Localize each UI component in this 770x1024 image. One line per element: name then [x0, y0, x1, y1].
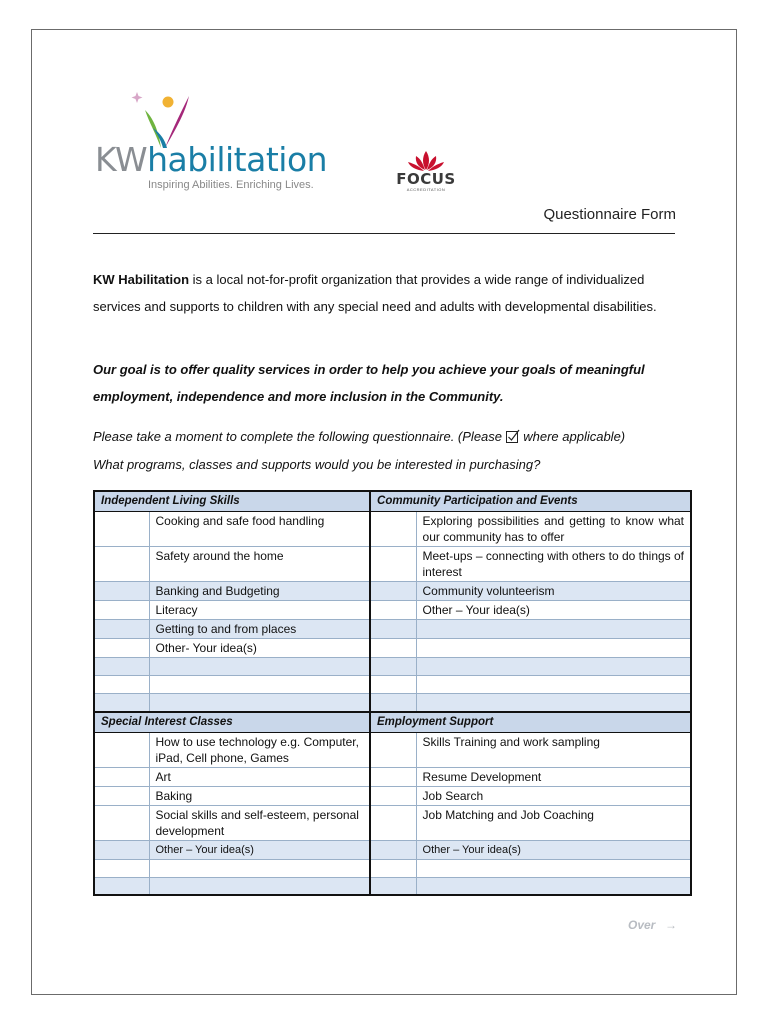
option-label: Exploring possibilities and getting to know what our community has to offer	[416, 512, 691, 547]
table-row	[94, 547, 691, 582]
table-row	[94, 639, 691, 658]
checkbox-cell[interactable]	[94, 877, 149, 895]
instruction-part-a: Please take a moment to complete the following questionnaire. (Please	[93, 429, 506, 444]
option-label: Art	[149, 767, 370, 786]
checkbox-checked-icon	[506, 429, 520, 443]
table-row	[94, 620, 691, 639]
checkbox-cell[interactable]	[94, 601, 149, 620]
table-row	[94, 676, 691, 694]
checkbox-cell[interactable]	[370, 676, 416, 694]
option-label	[149, 676, 370, 694]
option-label: Job Search	[416, 786, 691, 805]
option-label: Skills Training and work sampling	[416, 732, 691, 767]
checkbox-cell[interactable]	[370, 767, 416, 786]
option-label: Job Matching and Job Coaching	[416, 805, 691, 840]
table-row	[94, 805, 691, 840]
logo-wordmark: KWhabilitation	[95, 140, 328, 179]
checkbox-cell[interactable]	[94, 676, 149, 694]
lotus-icon	[390, 150, 462, 172]
focus-accreditation-logo	[390, 150, 462, 196]
checkbox-cell[interactable]	[94, 658, 149, 676]
table-row	[94, 786, 691, 805]
checkbox-cell[interactable]	[94, 786, 149, 805]
checkbox-cell[interactable]	[94, 767, 149, 786]
header-divider	[93, 233, 675, 234]
option-label	[149, 658, 370, 676]
option-label	[416, 694, 691, 712]
instruction-part-b: where applicable)	[519, 429, 626, 444]
org-description: is a local not-for-profit organization that provides a wide range of individualized services and supports to children with any special need and adults with developmental disabilities.	[93, 272, 657, 314]
checkbox-cell[interactable]	[94, 582, 149, 601]
checkbox-cell[interactable]	[370, 805, 416, 840]
option-label: Other – Your idea(s)	[416, 840, 691, 859]
focus-subtitle: ACCREDITATION	[406, 187, 446, 192]
form-title: Questionnaire Form	[543, 206, 676, 223]
checkbox-cell[interactable]	[94, 620, 149, 639]
option-label	[416, 676, 691, 694]
checkbox-cell[interactable]	[370, 840, 416, 859]
logo-figure-icon	[93, 88, 203, 148]
focus-wordmark: FOCUS	[396, 170, 456, 188]
section-header-row	[94, 491, 691, 512]
table-row	[94, 877, 691, 895]
table-row	[94, 859, 691, 877]
checkbox-cell[interactable]	[370, 601, 416, 620]
option-label	[416, 877, 691, 895]
option-label	[416, 620, 691, 639]
checkbox-cell[interactable]	[370, 786, 416, 805]
option-label: Baking	[149, 786, 370, 805]
section-header-community-participation: Community Participation and Events	[370, 491, 691, 512]
table-row	[94, 840, 691, 859]
table-row	[94, 767, 691, 786]
logo-tagline: Inspiring Abilities. Enriching Lives.	[148, 179, 314, 191]
option-label: Meet-ups – connecting with others to do things of interest	[416, 547, 691, 582]
option-label: Other – Your idea(s)	[416, 601, 691, 620]
option-label: Other – Your idea(s)	[149, 840, 370, 859]
section-header-independent-living: Independent Living Skills	[94, 491, 370, 512]
checkbox-cell[interactable]	[94, 547, 149, 582]
over-arrow-icon: →	[665, 918, 677, 932]
checkbox-cell[interactable]	[94, 694, 149, 712]
checkbox-cell[interactable]	[370, 582, 416, 601]
checkbox-cell[interactable]	[94, 639, 149, 658]
checkbox-cell[interactable]	[370, 694, 416, 712]
table-row	[94, 582, 691, 601]
program-interest-table	[93, 490, 692, 896]
checkbox-cell[interactable]	[94, 805, 149, 840]
option-label: Other- Your idea(s)	[149, 639, 370, 658]
option-label: Banking and Budgeting	[149, 582, 370, 601]
table-row	[94, 601, 691, 620]
table-row	[94, 732, 691, 767]
checkbox-cell[interactable]	[370, 547, 416, 582]
checkbox-cell[interactable]	[370, 620, 416, 639]
option-label: Community volunteerism	[416, 582, 691, 601]
question-text: What programs, classes and supports would you be interested in purchasing?	[93, 457, 541, 472]
instruction-text	[93, 423, 683, 479]
table-row	[94, 658, 691, 676]
option-label	[149, 877, 370, 895]
checkbox-cell[interactable]	[94, 859, 149, 877]
checkbox-cell[interactable]	[370, 658, 416, 676]
intro-paragraph	[93, 266, 683, 320]
option-label: Resume Development	[416, 767, 691, 786]
org-name: KW Habilitation	[93, 272, 190, 287]
checkbox-cell[interactable]	[94, 512, 149, 547]
option-label	[149, 859, 370, 877]
option-label: How to use technology e.g. Computer, iPad, Cell phone, Games	[149, 732, 370, 767]
table-row	[94, 512, 691, 547]
goal-statement: Our goal is to offer quality services in order to help you achieve your goals of meaningful employment, independence and more inclusion in the Community.	[93, 362, 645, 404]
checkbox-cell[interactable]	[370, 877, 416, 895]
checkbox-cell[interactable]	[370, 512, 416, 547]
checkbox-cell[interactable]	[370, 639, 416, 658]
option-label: Safety around the home	[149, 547, 370, 582]
checkbox-cell[interactable]	[94, 840, 149, 859]
kw-habilitation-logo	[93, 88, 343, 198]
option-label	[416, 639, 691, 658]
option-label: Literacy	[149, 601, 370, 620]
section-header-special-interest: Special Interest Classes	[94, 712, 370, 733]
option-label	[416, 859, 691, 877]
checkbox-cell[interactable]	[94, 732, 149, 767]
over-label: Over	[628, 918, 656, 932]
checkbox-cell[interactable]	[370, 732, 416, 767]
section-header-employment-support: Employment Support	[370, 712, 691, 733]
section-header-row	[94, 712, 691, 733]
checkbox-cell[interactable]	[370, 859, 416, 877]
option-label: Social skills and self-esteem, personal development	[149, 805, 370, 840]
option-label: Getting to and from places	[149, 620, 370, 639]
option-label	[416, 658, 691, 676]
table-row	[94, 694, 691, 712]
option-label	[149, 694, 370, 712]
option-label: Cooking and safe food handling	[149, 512, 370, 547]
